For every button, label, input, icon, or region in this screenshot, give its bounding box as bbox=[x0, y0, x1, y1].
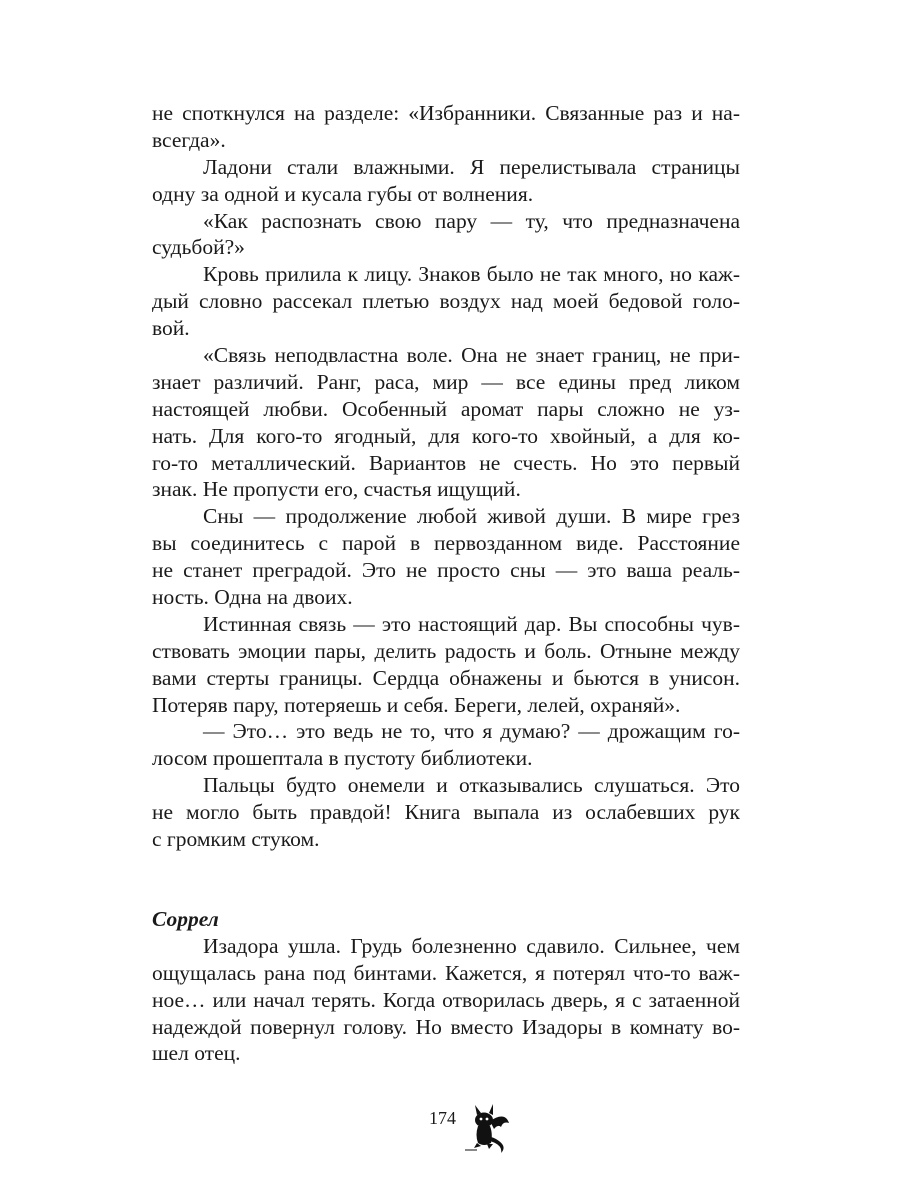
text-line: всегда». bbox=[152, 127, 226, 152]
text-line: Истинная связь — это настоящий дар. Вы способны чув- bbox=[203, 611, 740, 636]
text-line: вами стерты границы. Сердца обнажены и бьются в унисон. bbox=[152, 665, 740, 690]
page-number: 174 bbox=[429, 1108, 456, 1128]
text-line: знак. Не пропусти его, счастья ищущий. bbox=[152, 477, 521, 502]
text-line: — Это… это ведь не то, что я думаю? — дрожащим го- bbox=[203, 719, 740, 744]
text-line: шел отец. bbox=[152, 1041, 241, 1066]
text-line: лосом прошептала в пустоту библиотеки. bbox=[152, 746, 533, 771]
text-line: «Как распознать свою пару — ту, что предназначена bbox=[203, 208, 740, 233]
text-line: Ладони стали влажными. Я перелистывала страницы bbox=[203, 154, 740, 179]
text-line: «Связь неподвластна воле. Она не знает границ, не при- bbox=[203, 343, 740, 368]
text-line: го-то металлический. Вариантов не счесть. Но это первый bbox=[152, 450, 740, 475]
text-line: не споткнулся на разделе: «Избранники. Связанные раз и на- bbox=[152, 101, 740, 125]
text-line: настоящей любви. Особенный аромат пары сложно не уз- bbox=[152, 396, 740, 421]
section-break bbox=[152, 853, 740, 906]
text-line: одну за одной и кусала губы от волнения. bbox=[152, 181, 534, 206]
text-line: вы соединитесь с парой в первозданном виде. Расстояние bbox=[152, 531, 740, 556]
text-line: не станет преградой. Это не просто сны — это ваша реаль- bbox=[152, 558, 740, 583]
text-line: Кровь прилила к лицу. Знаков было не так много, но каж- bbox=[203, 262, 740, 287]
text-line: знает различий. Ранг, раса, мир — все едины пред ликом bbox=[152, 369, 740, 394]
text-line: Пальцы будто онемели и отказывались слушаться. Это bbox=[203, 773, 740, 798]
text-line: ность. Одна на двоих. bbox=[152, 585, 353, 610]
text-line: ощущалась рана под бинтами. Кажется, я потерял что-то важ- bbox=[152, 960, 740, 985]
text-line: ное… или начал терять. Когда отворилась дверь, я с затаенной bbox=[152, 987, 740, 1012]
section-heading: Соррел bbox=[152, 906, 219, 931]
text-line: вой. bbox=[152, 316, 190, 341]
page-footer bbox=[420, 1103, 540, 1153]
text-line: судьбой?» bbox=[152, 235, 245, 260]
text-line: нать. Для кого-то ягодный, для кого-то хвойный, а для ко- bbox=[152, 423, 740, 448]
text-line: Изадора ушла. Грудь болезненно сдавило. Сильнее, чем bbox=[203, 933, 740, 958]
text-line: дый словно рассекал плетью воздух над моей бедовой голо- bbox=[152, 289, 740, 314]
text-line: с громким стуком. bbox=[152, 827, 320, 852]
dragon-icon bbox=[465, 1103, 511, 1155]
text-line: ствовать эмоции пары, делить радость и боль. Отныне между bbox=[152, 638, 740, 663]
text-line: Сны — продолжение любой живой души. В мире грез bbox=[203, 504, 740, 529]
page-text bbox=[152, 100, 740, 1067]
text-line: не могло быть правдой! Книга выпала из ослабевших рук bbox=[152, 800, 740, 825]
text-line: Потеряв пару, потеряешь и себя. Береги, лелей, охраняй». bbox=[152, 692, 681, 717]
text-line: надеждой повернул голову. Но вместо Изадоры в комнату во- bbox=[152, 1014, 740, 1039]
